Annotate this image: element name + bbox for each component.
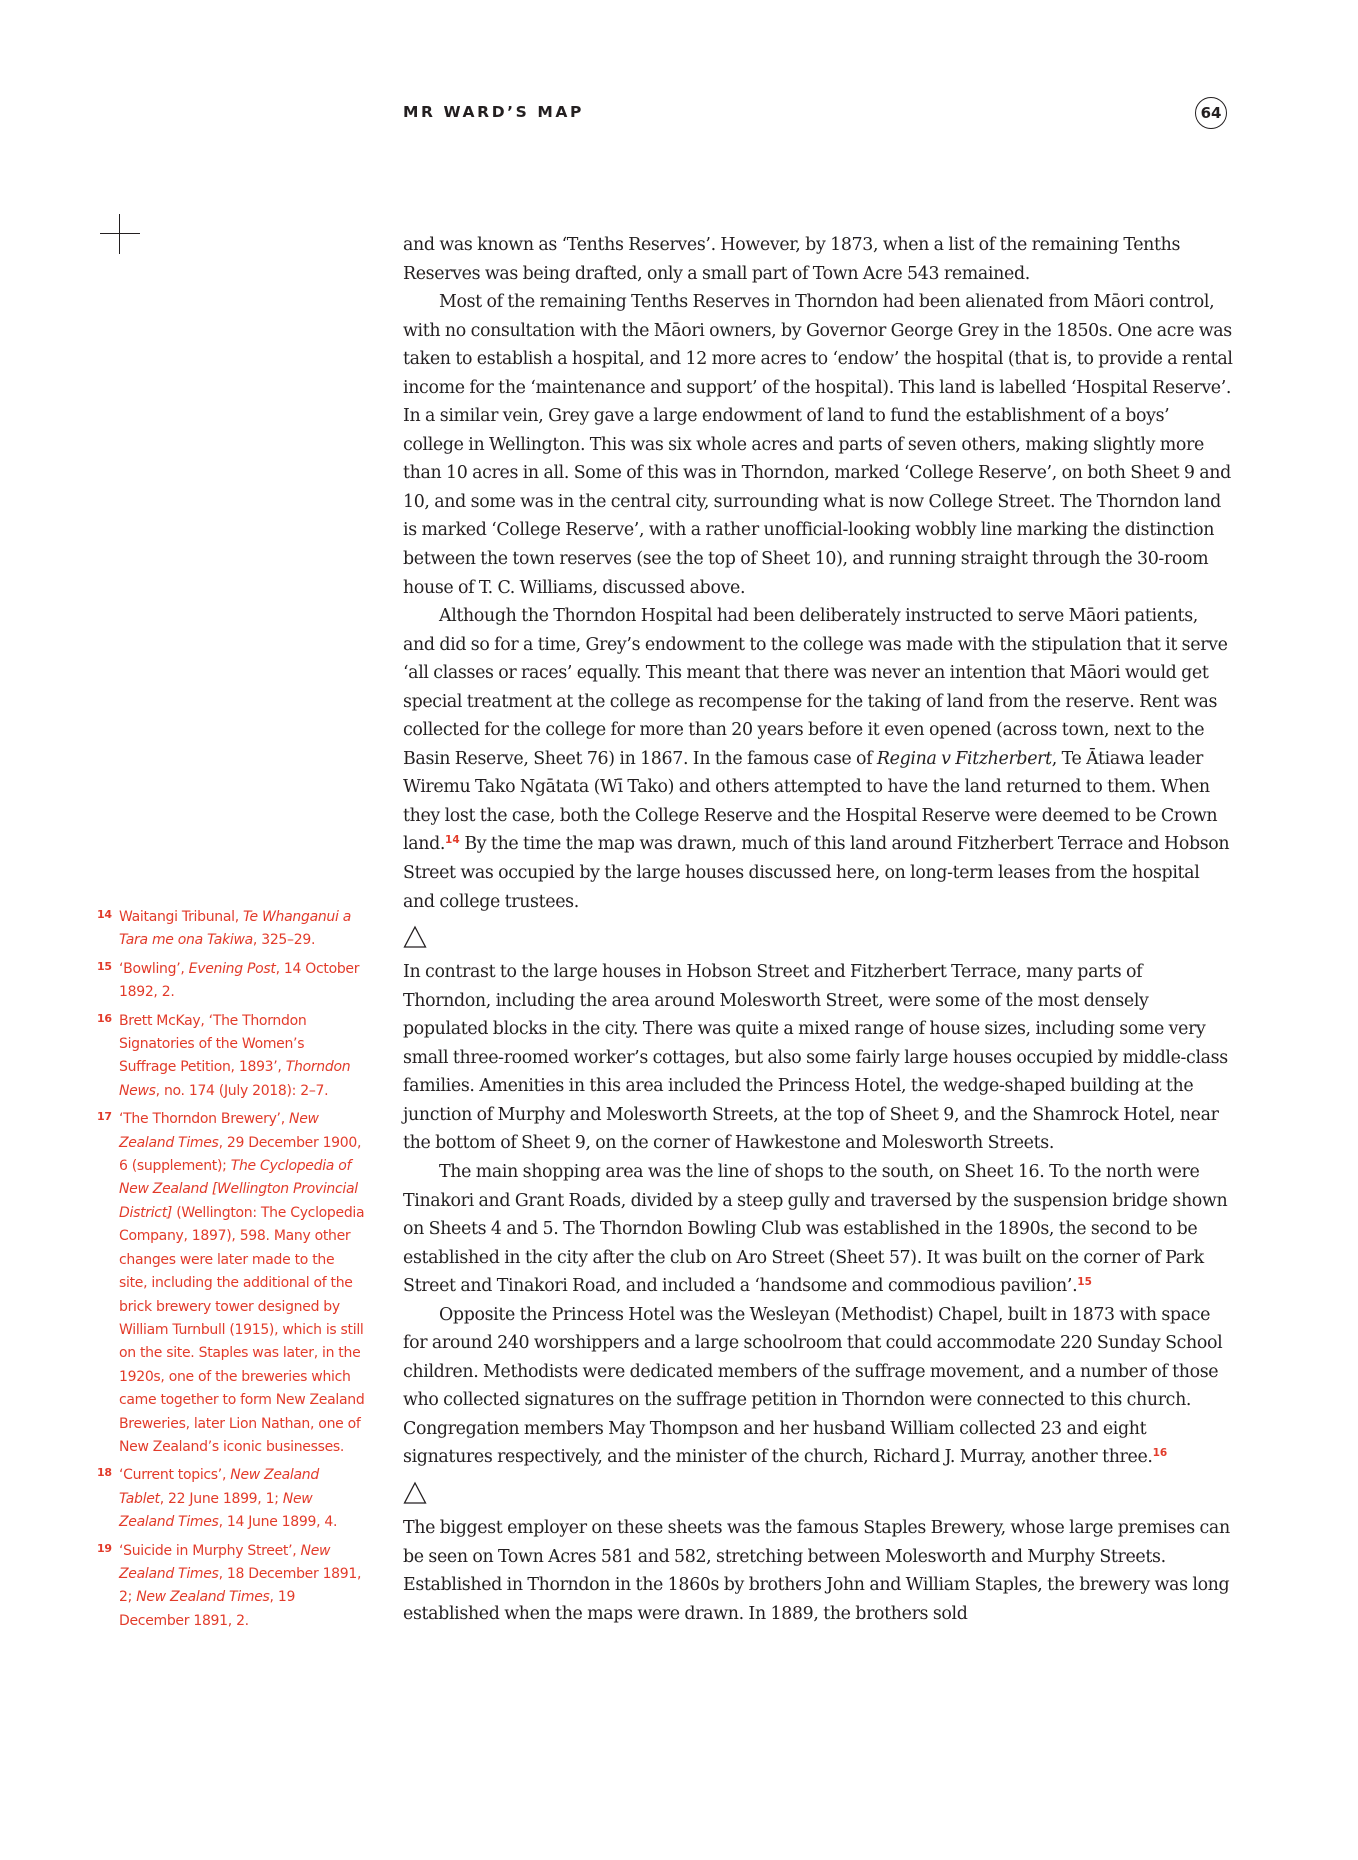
footnote-number: 14 bbox=[97, 908, 112, 921]
footnote-text: , no. 174 (July 2018): 2–7. bbox=[155, 1082, 329, 1099]
footnote-title: New Zealand Tablet bbox=[119, 1467, 319, 1507]
footnote-reference[interactable]: 16 bbox=[1152, 1447, 1168, 1460]
footnote-text: , 19 December 1891, 2. bbox=[119, 1589, 296, 1629]
footnote-number: 19 bbox=[97, 1541, 112, 1555]
footnote-text: , 29 December 1900, 6 (supplement); bbox=[119, 1134, 362, 1175]
paragraph-text: Although the Thorndon Hospital had been deliberately instructed to serve Māori patients, and did so for a time, Grey’s endowment to the college was made with the stipulation that it serve ‘all classes or races’ equally. This meant that there was never an intention that Māori would get special treatment at the college as recompense for the taking of land from the reserve. Rent was collected for the college for more than 20 years before it even opened (across town, next to the Basin Reserve, Sheet 76) in 1867. In the famous case of bbox=[403, 606, 1228, 769]
triangle-icon bbox=[403, 925, 427, 949]
footnote bbox=[95, 958, 365, 1005]
paragraph: In contrast to the large houses in Hobson Street and Fitzherbert Terrace, many parts of Thorndon, including the area around Molesworth Street, were some of the most densely populated blocks in the city. There was quite a mixed range of house sizes, including some very small three-roomed worker’s cottages, but also some fairly large houses occupied by middle-class families. Amenities in this area included the Princess Hotel, the wedge-shaped building at the junction of Murphy and Molesworth Streets, at the top of Sheet 9, and the Shamrock Hotel, near the bottom of Sheet 9, on the corner of Hawkestone and Molesworth Streets. bbox=[403, 962, 1228, 1154]
paragraph-text: By the time the map was drawn, much of this land around Fitzherbert Terrace and Hobson Street was occupied by the large houses discussed here, on long-term leases from the hospital and college trustees. bbox=[403, 834, 1230, 912]
case-name: Regina v Fitzherbert bbox=[876, 748, 1052, 769]
footnote-title: New Zealand Times bbox=[119, 1490, 313, 1531]
footnote-title: The Cyclopedia of New Zealand [Wellington Provincial District] bbox=[119, 1158, 358, 1221]
section-break bbox=[403, 916, 1233, 958]
footnotes bbox=[95, 906, 365, 1638]
footnote-text: ‘Suicide in Murphy Street’, bbox=[119, 1542, 301, 1559]
footnote-number: 18 bbox=[97, 1466, 112, 1480]
footnote-text: Brett McKay, ‘The Thorndon Signatories of the Women’s Suffrage Petition, 1893’, bbox=[119, 1012, 307, 1076]
footnote-title: Evening Post bbox=[188, 960, 276, 977]
footnote-number: 16 bbox=[97, 1011, 112, 1025]
footnote-title: New Zealand Times bbox=[119, 1111, 319, 1151]
footnote-title: Te Whanganui a Tara me ona Takiwa bbox=[119, 909, 352, 949]
running-title: MR WARD’S MAP bbox=[403, 103, 584, 121]
footnote-text: , 14 October 1892, 2. bbox=[119, 960, 360, 1001]
footnote-text: , 18 December 1891, 2; bbox=[119, 1565, 362, 1606]
footnote-text: ‘Bowling’, bbox=[119, 960, 189, 977]
paragraph bbox=[403, 1301, 1233, 1472]
footnote-reference[interactable]: 14 bbox=[445, 834, 460, 847]
footnote-number: 17 bbox=[97, 1110, 112, 1124]
footnote bbox=[95, 1108, 365, 1459]
page-number: 64 bbox=[1195, 97, 1227, 129]
section-break bbox=[403, 1472, 1233, 1514]
footnote-text: ‘Current topics’, bbox=[119, 1467, 231, 1484]
footnote-title: Thorndon News bbox=[119, 1059, 351, 1099]
footnote bbox=[95, 1010, 365, 1104]
paragraph: The biggest employer on these sheets was the famous Staples Brewery, whose large premises can be seen on Town Acres 581 and 582, stretching between Molesworth and Murphy Streets. Established in Thorndon in the 1860s by brothers John and William Staples, the brewery was long established when the maps were drawn. In 1889, the brothers sold bbox=[403, 1517, 1230, 1624]
footnote-text: Waitangi Tribunal, bbox=[119, 909, 244, 925]
footnote bbox=[95, 1540, 365, 1634]
footnote-text: , 22 June 1899, 1; bbox=[159, 1490, 283, 1507]
footnote-text: (Wellington: The Cyclopedia Company, 1897), 598. Many other changes were later made to the site, including the additional of the brick brewery tower designed by William Turnbull (1915), which is still on the site. Staples was later, in the 1920s, one of the breweries which came together to form New Zealand Breweries, later Lion Nathan, one of New Zealand’s iconic businesses. bbox=[119, 1204, 365, 1455]
paragraph bbox=[403, 602, 1233, 916]
footnote-title: New Zealand Times bbox=[136, 1589, 270, 1606]
footnote-number: 15 bbox=[97, 959, 112, 973]
triangle-icon bbox=[403, 1481, 427, 1505]
paragraph-text: , Te Ātiawa leader Wiremu Tako Ngātata (Wī Tako) and others attempted to have the land returned to them. When they lost the case, both the College Reserve and the Hospital Reserve were deemed to be Crown land. bbox=[403, 748, 1218, 855]
paragraph: Most of the remaining Tenths Reserves in Thorndon had been alienated from Māori control, with no consultation with the Māori owners, by Governor George Grey in the 1850s. One acre was taken to establish a hospital, and 12 more acres to ‘endow’ the hospital (that is, to provide a rental income for the ‘maintenance and support’ of the hospital). This land is labelled ‘Hospital Reserve’. In a similar vein, Grey gave a large endowment of land to fund the establishment of a boys’ college in Wellington. This was six whole acres and parts of seven others, making slightly more than 10 acres in all. Some of this was in Thorndon, marked ‘College Reserve’, on both Sheet 9 and 10, and some was in the central city, surrounding what is now College Street. The Thorndon land is marked ‘College Reserve’, with a rather unofficial-looking wobbly line marking the distinction between the town reserves (see the top of Sheet 10), and running straight through the 30-room house of T. C. Williams, discussed above. bbox=[403, 292, 1233, 598]
body-text bbox=[403, 231, 1233, 1628]
paragraph-text: Opposite the Princess Hotel was the Wesleyan (Methodist) Chapel, built in 1873 with space for around 240 worshippers and a large schoolroom that could accommodate 220 Sunday School children. Methodists were dedicated members of the suffrage movement, and a number of those who collected signatures on the suffrage petition in Thorndon were connected to this church. Congregation members May Thompson and her husband William collected 23 and eight signatures respectively, and the minister of the church, Richard J. Murray, another three. bbox=[403, 1304, 1223, 1468]
crop-mark-icon bbox=[100, 214, 140, 254]
paragraph: and was known as ‘Tenths Reserves’. However, by 1873, when a list of the remaining Tenths Reserves was being drafted, only a small part of Town Acre 543 remained. bbox=[403, 235, 1181, 284]
paragraph-text: The main shopping area was the line of shops to the south, on Sheet 16. To the north were Tinakori and Grant Roads, divided by a steep gully and traversed by the suspension bridge shown on Sheets 4 and 5. The Thorndon Bowling Club was established in the 1890s, the second to be established in the city after the club on Aro Street (Sheet 57). It was built on the corner of Park Street and Tinakori Road, and included a ‘handsome and commodious pavilion’. bbox=[403, 1161, 1228, 1297]
footnote-title: New Zealand Times bbox=[119, 1542, 331, 1582]
footnote-reference[interactable]: 15 bbox=[1077, 1276, 1092, 1289]
footnote-text: , 325–29. bbox=[252, 932, 316, 949]
footnote-text: , 14 June 1899, 4. bbox=[218, 1514, 338, 1531]
paragraph bbox=[403, 1158, 1233, 1301]
footnote bbox=[95, 1464, 365, 1534]
footnote bbox=[95, 906, 365, 953]
footnote-text: ‘The Thorndon Brewery’, bbox=[119, 1111, 290, 1128]
